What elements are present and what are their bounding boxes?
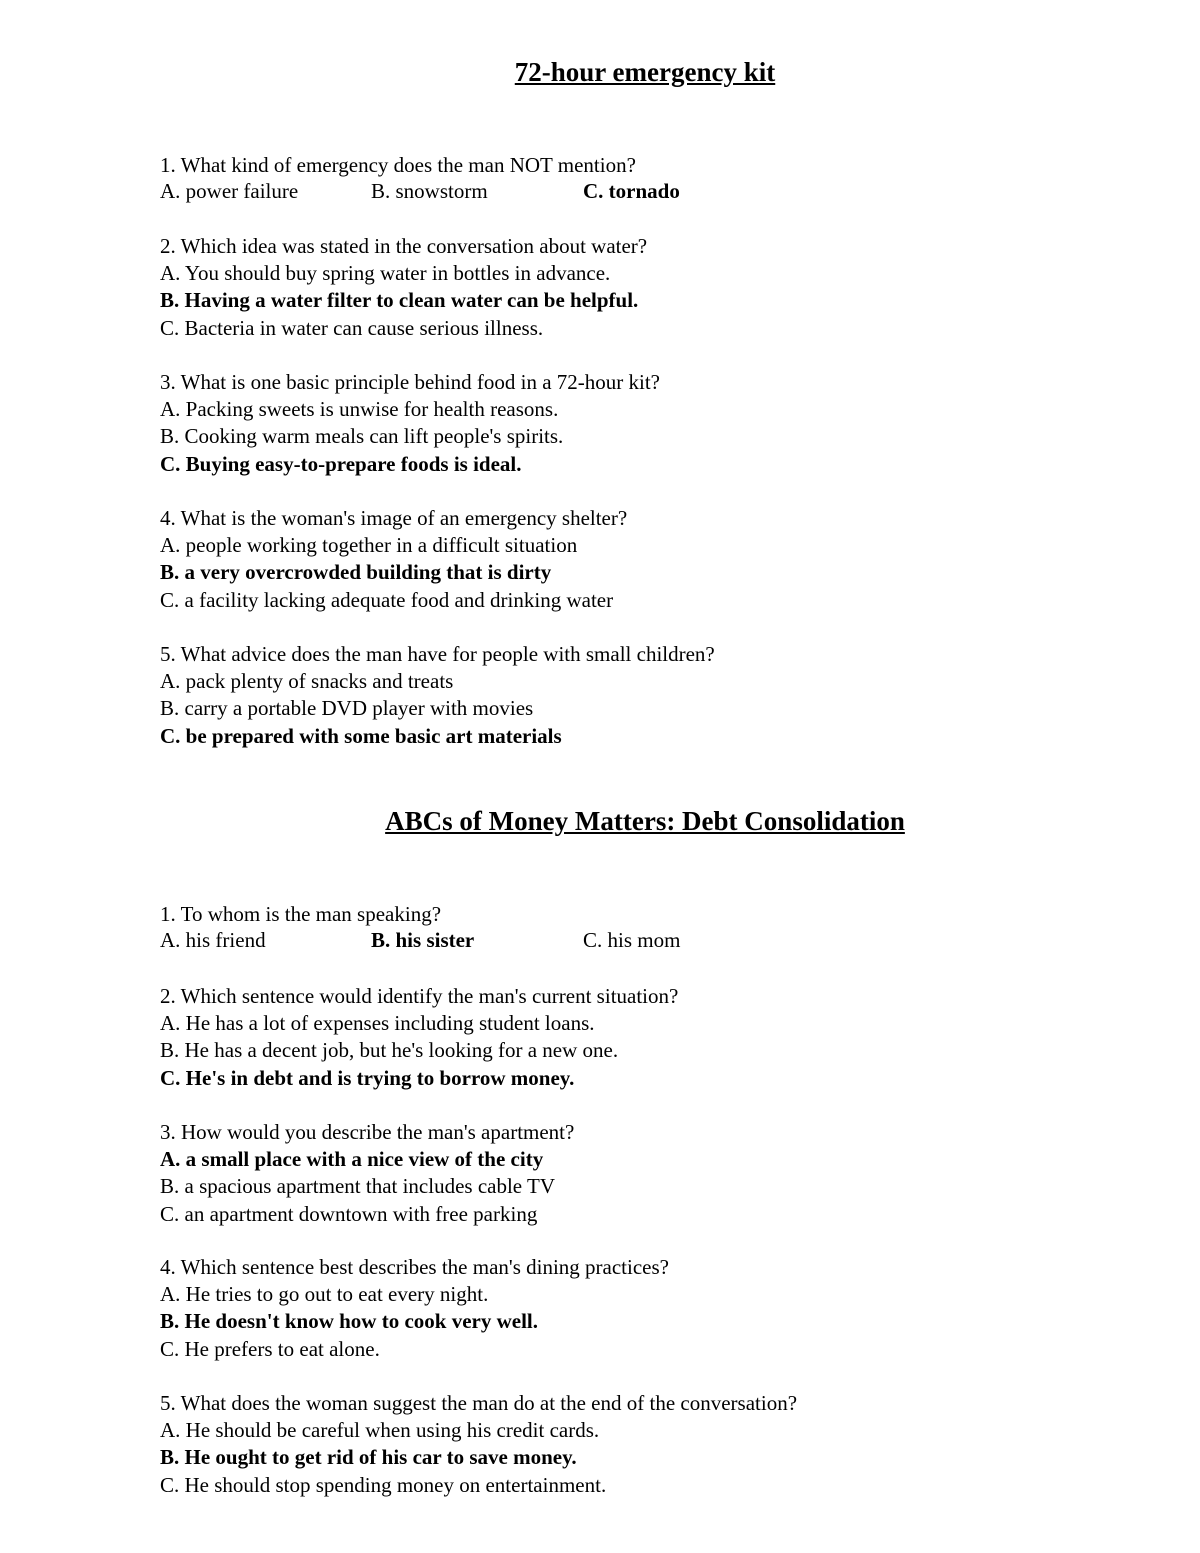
quiz-section <box>160 369 1140 478</box>
question <box>160 901 1140 955</box>
quiz-section <box>160 233 1140 342</box>
quiz-section <box>160 641 1140 750</box>
answer-option: B. He has a decent job, but he's looking for a new one. <box>160 1038 619 1063</box>
answer-option: C. an apartment downtown with free parking <box>160 1201 538 1226</box>
answer-option: A. Packing sweets is unwise for health reasons. <box>160 397 559 422</box>
answer-option: A. power failure <box>160 179 299 204</box>
question-text: 4. What is the woman's image of an emergency shelter? <box>160 506 628 530</box>
question-text: 1. What kind of emergency does the man NOT mention? <box>160 153 636 177</box>
quiz-section <box>160 901 1140 955</box>
answer-option: C. a facility lacking adequate food and drinking water <box>160 587 614 612</box>
answer-option: B. a spacious apartment that includes cable TV <box>160 1174 555 1199</box>
question-text: 4. Which sentence best describes the man's dining practices? <box>160 1255 669 1279</box>
correct-answer-option: A. a small place with a nice view of the city <box>160 1147 544 1172</box>
correct-answer-option: B. a very overcrowded building that is dirty <box>160 560 552 585</box>
question-text: 2. Which idea was stated in the conversation about water? <box>160 234 648 258</box>
question <box>160 505 1140 614</box>
answer-option: C. his mom <box>583 928 681 953</box>
question <box>160 1254 1140 1363</box>
question <box>160 1390 1140 1499</box>
question <box>160 641 1140 750</box>
answer-option: B. carry a portable DVD player with movies <box>160 696 534 721</box>
question-text: 3. What is one basic principle behind food in a 72-hour kit? <box>160 370 660 394</box>
question-text: 2. Which sentence would identify the man's current situation? <box>160 984 679 1008</box>
correct-answer-option: C. He's in debt and is trying to borrow money. <box>160 1065 575 1090</box>
answer-option: C. He should stop spending money on entertainment. <box>160 1472 607 1497</box>
correct-answer-option: B. his sister <box>371 928 475 953</box>
quiz-section <box>160 1254 1140 1363</box>
answer-option: A. pack plenty of snacks and treats <box>160 669 454 694</box>
quiz-section <box>160 1390 1140 1499</box>
section-title: ABCs of Money Matters: Debt Consolidation <box>385 806 905 836</box>
correct-answer-option: C. tornado <box>583 179 680 204</box>
answer-option: C. Bacteria in water can cause serious illness. <box>160 315 544 340</box>
answer-option: A. He tries to go out to eat every night. <box>160 1282 489 1307</box>
quiz-section <box>160 152 1140 206</box>
question <box>160 1119 1140 1228</box>
question <box>160 369 1140 478</box>
answer-options <box>160 179 1140 206</box>
correct-answer-option: C. be prepared with some basic art materials <box>160 723 562 748</box>
question <box>160 233 1140 342</box>
question-text: 3. How would you describe the man's apartment? <box>160 1120 575 1144</box>
answer-option: A. people working together in a difficult situation <box>160 533 578 558</box>
correct-answer-option: B. He ought to get rid of his car to save money. <box>160 1445 577 1470</box>
answer-option: A. He has a lot of expenses including student loans. <box>160 1011 595 1036</box>
question-text: 1. To whom is the man speaking? <box>160 902 442 926</box>
quiz-section <box>160 983 1140 1092</box>
correct-answer-option: C. Buying easy-to-prepare foods is ideal. <box>160 451 522 476</box>
question-text: 5. What advice does the man have for people with small children? <box>160 642 715 666</box>
correct-answer-option: B. Having a water filter to clean water can be helpful. <box>160 288 639 313</box>
answer-option: A. his friend <box>160 928 266 953</box>
correct-answer-option: B. He doesn't know how to cook very well. <box>160 1309 538 1334</box>
answer-options <box>160 928 1140 955</box>
question <box>160 152 1140 206</box>
answer-option: B. Cooking warm meals can lift people's spirits. <box>160 424 564 449</box>
quiz-section <box>160 1119 1140 1228</box>
section-title: 72-hour emergency kit <box>514 57 776 87</box>
answer-option: B. snowstorm <box>371 179 488 204</box>
answer-option: A. You should buy spring water in bottles in advance. <box>160 261 611 286</box>
answer-option: C. He prefers to eat alone. <box>160 1336 380 1361</box>
question-text: 5. What does the woman suggest the man do at the end of the conversation? <box>160 1391 798 1415</box>
question <box>160 983 1140 1092</box>
answer-option: A. He should be careful when using his credit cards. <box>160 1418 600 1443</box>
quiz-section <box>160 505 1140 614</box>
